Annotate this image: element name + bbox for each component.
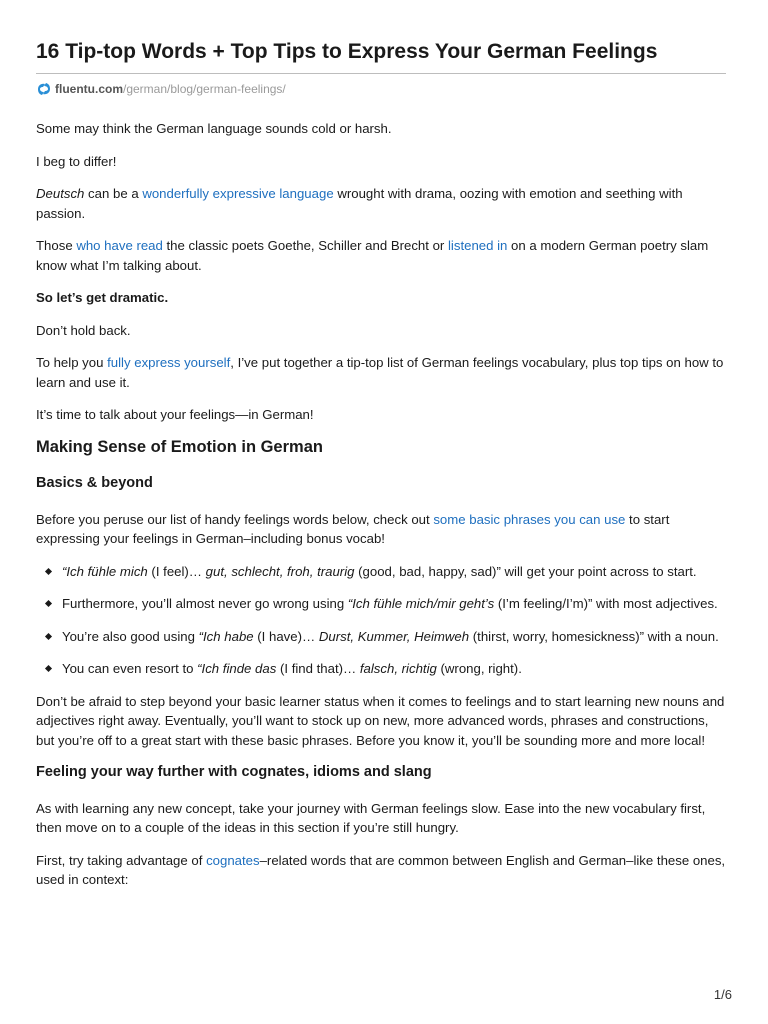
page-title: 16 Tip-top Words + Top Tips to Express Your German Feelings (36, 40, 658, 63)
list-item (36, 562, 726, 582)
text: (I’m feeling/I’m)” with most adjectives. (494, 596, 718, 611)
text: (I feel)… (147, 563, 206, 579)
paragraph: As with learning any new concept, take your journey with German feelings slow. Ease into the new vocabulary first, then move on to a couple of the ideas in this section if you’re still hungry. (36, 800, 706, 835)
text: Furthermore, you’ll almost never go wrong using (62, 596, 348, 611)
source-url[interactable] (36, 82, 286, 96)
emphasis-text: Deutsch (36, 186, 85, 201)
text: (I have)… (253, 628, 319, 644)
paragraph (36, 851, 726, 890)
list-item (36, 627, 726, 647)
emphasis-text: “Ich fühle mich (62, 563, 148, 579)
title-divider (36, 73, 726, 74)
article-body (36, 119, 726, 903)
text: to start expressing your feelings in German–including bonus vocab! (36, 511, 670, 546)
text: Before you peruse our list of handy feelings words below, check out (36, 511, 434, 527)
link-listened-in[interactable]: listened in (448, 238, 508, 253)
text: First, try taking advantage of (36, 852, 207, 868)
list-item (36, 594, 726, 614)
bullet-icon (45, 600, 52, 607)
text: (thirst, worry, homesickness)” with a noun. (469, 628, 719, 644)
paragraph: It’s time to talk about your feelings—in German! (36, 407, 314, 422)
paragraph (36, 236, 726, 275)
text: Those (36, 238, 77, 253)
paragraph: Don’t hold back. (36, 322, 131, 338)
page-number: 1/6 (713, 987, 732, 1002)
link-cognates[interactable]: cognates (206, 852, 260, 868)
subsection-heading: Feeling your way further with cognates, idioms and slang (36, 764, 432, 780)
text: –related words that are common between English and German–like these ones, used in context: (36, 852, 726, 887)
source-domain: fluentu.com (55, 82, 123, 96)
text: (wrong, right). (436, 661, 522, 676)
bullet-icon (45, 665, 52, 672)
paragraph: Don’t be afraid to step beyond your basic learner status when it comes to feelings and to start learning new nouns and adjectives right away. Eventually, you’ll want to stock up on new, more advanced words, phrases and constructions, but you’re off to a great start with these basic phrases. Before you know it, you’ll be sounding more and more local! (36, 693, 725, 748)
text: To help you (36, 355, 108, 370)
paragraph: Some may think the German language sounds cold or harsh. (36, 121, 392, 136)
emphasis-text: falsch, richtig (359, 661, 437, 676)
section-heading: Making Sense of Emotion in German (36, 437, 323, 456)
emphasis-text: “Ich fühle mich/mir geht’s (347, 596, 495, 611)
bullet-list (36, 562, 726, 679)
bold-text: So let’s get dramatic. (36, 290, 169, 305)
subsection-heading: Basics & beyond (36, 475, 153, 491)
bullet-icon (45, 632, 52, 639)
paragraph (36, 510, 726, 549)
text: , I’ve put together a tip-top list of German feelings vocabulary, plus top tips on how to learn and use it. (36, 355, 724, 390)
emphasis-text: gut, schlecht, froh, traurig (205, 563, 355, 579)
text: (I find that)… (276, 661, 360, 676)
emphasis-text: “Ich habe (198, 628, 254, 644)
text: You’re also good using (62, 628, 199, 644)
fluentu-logo-icon (36, 82, 52, 96)
text: can be a (84, 186, 143, 201)
text: the classic poets Goethe, Schiller and Brecht or (162, 238, 448, 253)
text: wrought with drama, oozing with emotion and seething with passion. (36, 186, 683, 221)
paragraph (36, 184, 726, 223)
text: (good, bad, happy, sad)” will get your point across to start. (354, 563, 697, 579)
bullet-icon (45, 567, 52, 574)
paragraph-bold (36, 288, 726, 308)
link-basic-phrases[interactable]: some basic phrases you can use (433, 511, 626, 527)
link-who-have-read[interactable]: who have read (76, 238, 163, 253)
link-expressive-language[interactable]: wonderfully expressive language (142, 186, 334, 201)
emphasis-text: “Ich finde das (197, 661, 277, 676)
link-fully-express-yourself[interactable]: fully express yourself (107, 355, 231, 370)
text: You can even resort to (62, 661, 198, 676)
paragraph (36, 353, 726, 392)
text: on a modern German poetry slam know what I’m talking about. (36, 238, 709, 273)
list-item (36, 659, 726, 679)
paragraph: I beg to differ! (36, 153, 117, 169)
source-path: /german/blog/german-feelings/ (123, 82, 286, 96)
emphasis-text: Durst, Kummer, Heimweh (318, 628, 470, 644)
